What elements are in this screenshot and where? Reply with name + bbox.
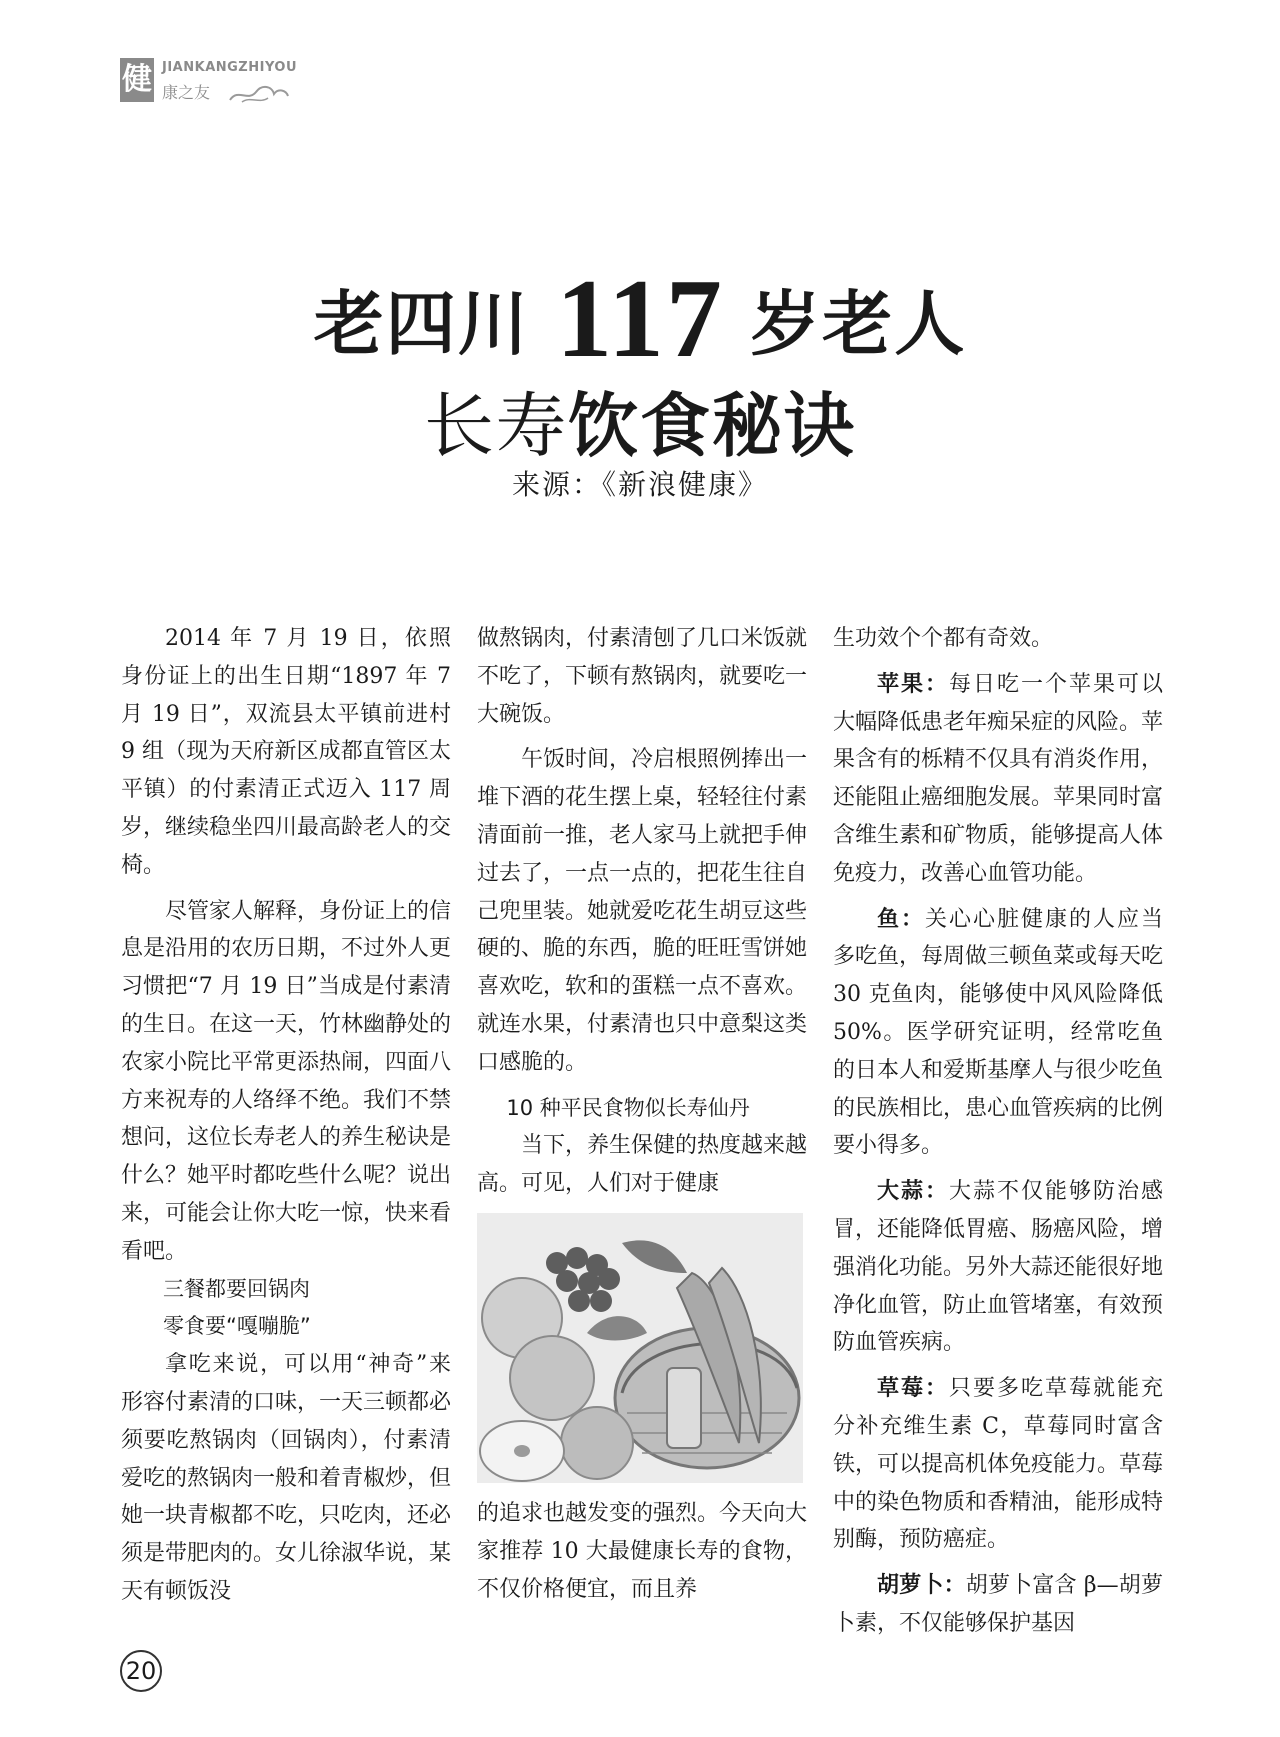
food-description: 只要多吃草莓就能充分补充维生素 C，草莓同时富含铁，可以提高机体免疫能力。草莓中的染色物质和香精油，能形成特别酶，预防癌症。 (833, 1376, 1164, 1553)
paragraph: 做熬锅肉，付素清刨了几口米饭就不吃了，下顿有熬锅肉，就要吃一大碗饭。 (477, 626, 808, 727)
food-term: 鱼： (877, 906, 925, 932)
paragraph: 拿吃来说，可以用“神奇”来形容付素清的口味，一天三顿都必须要吃熬锅肉（回锅肉），付素清爱吃的熬锅肉一般和着青椒炒，但她一块青椒都不吃，只吃肉，还必须是带肥肉的。女儿徐淑华说，某天有顿饭没 (121, 1352, 452, 1604)
article-source: 来源：《新浪健康》 (511, 468, 768, 501)
text-column-1 (121, 620, 451, 1611)
paragraph: 午饭时间，冷启根照例捧出一堆下酒的花生摆上桌，轻轻往付素清面前一推，老人家马上就把手伸过去了，一点一点的，把花生往自己兜里装。她就爱吃花生胡豆这些硬的、脆的东西，脆的旺旺雪饼她喜欢吃，软和的蛋糕一点不喜欢。就连水果，付素清也只中意梨这类口感脆的。 (477, 747, 808, 1075)
section-heading: 三餐都要回锅肉 (163, 1276, 310, 1301)
title-line2-light: 长寿 (424, 385, 568, 467)
food-entry-strawberry (833, 1370, 1163, 1559)
food-description: 大蒜不仅能够防治感冒，还能降低胃癌、肠癌风险，增强消化功能。另外大蒜还能很好地净化血管，防止血管堵塞，有效预防血管疾病。 (833, 1179, 1164, 1356)
logo-chinese-text: 康之友 (162, 83, 211, 102)
section-heading: 10 种平民食物似长寿仙丹 (506, 1095, 750, 1120)
food-term: 苹果： (877, 671, 949, 697)
paragraph: 2014 年 7 月 19 日，依照身份证上的出生日期“1897 年 7 月 19 日”，双流县太平镇前进村 9 组（现为天府新区成都直管区太平镇）的付素清正式迈入 117 周岁，继续稳坐四川最高龄老人的交椅。 (121, 626, 452, 878)
food-term: 草莓： (877, 1376, 949, 1402)
paragraph: 的追求也越发变的强烈。今天向大家推荐 10 大最健康长寿的食物，不仅价格便宜，而且养 (477, 1500, 808, 1602)
article-title-line2 (0, 370, 1280, 471)
food-entry-fish (833, 901, 1163, 1166)
food-term: 大蒜： (877, 1179, 949, 1205)
food-entry-carrot (833, 1567, 1163, 1643)
title-number: 117 (556, 257, 724, 381)
paragraph: 尽管家人解释，身份证上的信息是沿用的农历日期，不过外人更习惯把“7 月 19 日”当成是付素清的生日。在这一天，竹林幽静处的农家小院比平常更添热闹，四面八方来祝寿的人络绎不绝。我们不禁想问，这位长寿老人的养生秘诀是什么？她平时都吃些什么呢？说出来，可能会让你大吃一惊，快来看看吧。 (121, 898, 452, 1264)
text-column-3 (833, 620, 1163, 1643)
paragraph: 当下，养生保健的热度越来越高。可见，人们对于健康 (477, 1133, 808, 1197)
article-title-line1 (0, 255, 1280, 384)
text-column-2 (477, 620, 807, 1608)
paragraph: 生功效个个都有奇效。 (833, 626, 1054, 651)
logo-mark: 健 (120, 58, 154, 102)
food-description: 每日吃一个苹果可以大幅降低患老年痴呆症的风险。苹果含有的栎精不仅具有消炎作用，还能阻止癌细胞发展。苹果同时富含维生素和矿物质，能够提高人体免疫力，改善心血管功能。 (833, 671, 1164, 886)
logo-english-text: JIANKANGZHIYOU (162, 60, 298, 75)
food-term: 胡萝卜： (877, 1573, 966, 1599)
magazine-logo (120, 58, 300, 108)
cloud-ornament-icon (228, 78, 292, 106)
fruit-basket-photo (477, 1213, 803, 1483)
title-line2-bold: 饮食秘诀 (568, 384, 856, 467)
title-part-a: 老四川 (313, 282, 530, 365)
title-part-b: 岁老人 (750, 282, 967, 365)
food-description: 关心心脏健康的人应当多吃鱼，每周做三顿鱼菜或每天吃 30 克鱼肉，能够使中风风险降低 50%。医学研究证明，经常吃鱼的日本人和爱斯基摩人与很少吃鱼的民族相比，患心血管疾病的比例要小得多。 (833, 906, 1164, 1159)
food-entry-garlic (833, 1173, 1163, 1362)
page-number: 20 (120, 1650, 162, 1692)
food-description: 胡萝卜富含 β—胡萝卜素，不仅能够保护基因 (833, 1573, 1163, 1636)
section-heading: 零食要“嘎嘣脆” (163, 1314, 311, 1339)
food-entry-apple (833, 666, 1163, 893)
